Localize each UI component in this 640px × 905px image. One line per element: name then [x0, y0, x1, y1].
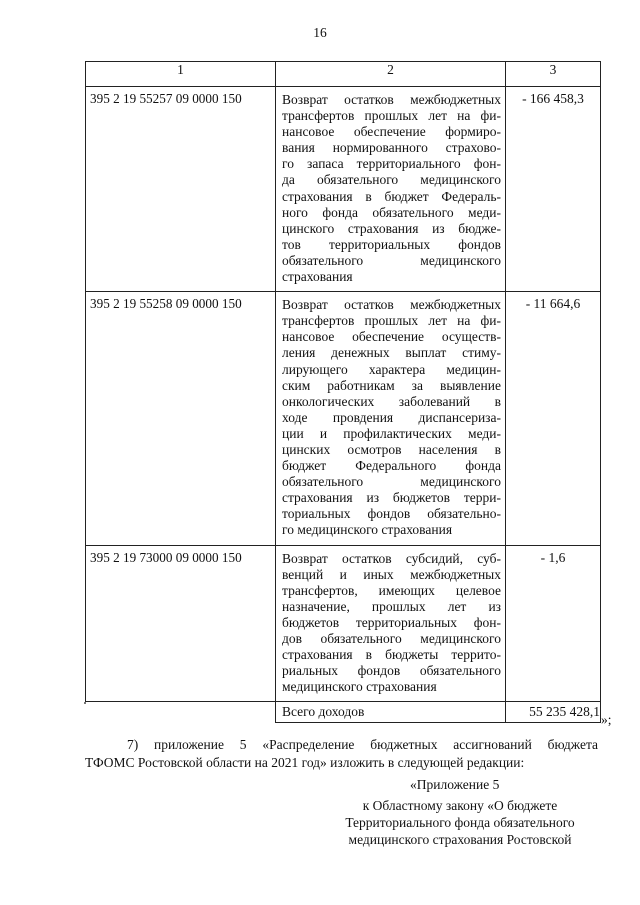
annex-line: к Областному закону «О бюджете: [362, 798, 558, 813]
page-number: 16: [313, 25, 327, 40]
income-name-line: страхования: [282, 269, 353, 285]
table-row: [86, 292, 601, 545]
income-name-line: цинских осмотров населения в: [282, 441, 501, 457]
annex-line: Территориального фонда обязательного: [345, 815, 575, 830]
income-name-line: бюджет Федерального фонда: [282, 458, 501, 474]
column-header-1: 1: [86, 62, 276, 87]
income-name-line: страхования в бюджеты террито-: [282, 647, 501, 663]
income-name-line: да обязательного медицинского: [282, 172, 501, 188]
column-header-2: 2: [276, 62, 506, 87]
column-header-3: 3: [506, 62, 601, 87]
budget-code: 395 2 19 55258 09 0000 150: [86, 292, 276, 545]
income-name-line: ции и профилактических меди-: [282, 425, 501, 441]
annex-title: «Приложение 5: [410, 777, 500, 792]
income-name-line: назначение, прошлых лет из: [282, 598, 501, 614]
paragraph-line: 7) приложение 5 «Распределение бюджетных ассигнований бюджета: [127, 737, 598, 752]
income-name-line: страхования в бюджет Федераль-: [282, 188, 501, 204]
total-amount: 55 235 428,1: [506, 702, 601, 723]
income-name-line: Возврат остатков субсидий, суб-: [282, 550, 501, 566]
income-name-line: ториальных фондов обязательно-: [282, 506, 501, 522]
income-name-line: ходе провдения диспансериза-: [282, 409, 501, 425]
budget-table: [85, 61, 601, 723]
budget-code: 395 2 19 55257 09 0000 150: [86, 87, 276, 292]
income-name-line: Возврат остатков межбюджетных: [282, 92, 501, 107]
income-name-line: Возврат остатков межбюджетных: [282, 297, 501, 313]
margin-mark: [84, 702, 86, 704]
income-name-line: го медицинского страхования: [282, 522, 453, 538]
amount: - 166 458,3: [506, 87, 601, 292]
income-name-line: обязательного медицинского: [282, 252, 501, 268]
income-name-line: медицинского страхования: [282, 679, 437, 695]
total-label: Всего доходов: [276, 702, 506, 723]
total-empty-cell: [86, 702, 276, 723]
amendment-paragraph: [85, 736, 598, 772]
annex-line: медицинского страхования Ростовской: [348, 832, 572, 847]
income-name-line: ским работникам за выявление: [282, 377, 501, 393]
income-name-line: риальных фондов обязательного: [282, 663, 501, 679]
closing-quote: »;: [601, 712, 612, 727]
income-name-line: нансовое обеспечение осуществ-: [282, 329, 501, 345]
income-name: [276, 87, 506, 292]
annex-heading: [320, 797, 600, 848]
income-name-line: тов территориальных фондов: [282, 236, 501, 252]
income-name-line: дов обязательного медицинского: [282, 631, 501, 646]
table-row: [86, 87, 601, 292]
table-row: [86, 545, 601, 702]
income-name-line: вания нормированного страхово-: [282, 140, 501, 156]
income-name-line: ного фонда обязательного меди-: [282, 204, 501, 220]
income-name-line: венций и иных межбюджетных: [282, 566, 501, 582]
income-name-line: трансфертов, имеющих целевое: [282, 582, 501, 598]
table-header-row: [86, 62, 601, 87]
income-name-line: ления денежных выплат стиму-: [282, 345, 501, 361]
income-name-line: обязательного медицинского: [282, 474, 501, 490]
amount: - 11 664,6: [506, 292, 601, 545]
income-name-line: трансфертов прошлых лет на фи-: [282, 313, 501, 329]
income-name-line: трансфертов прошлых лет на фи-: [282, 108, 501, 124]
amount: - 1,6: [506, 545, 601, 702]
income-name-line: цинского страхования из бюдже-: [282, 220, 501, 236]
budget-code: 395 2 19 73000 09 0000 150: [86, 545, 276, 702]
total-row: [86, 702, 601, 723]
income-name-line: бюджетов территориальных фон-: [282, 614, 501, 630]
income-name-line: лирующего характера медицин-: [282, 361, 501, 377]
income-name: [276, 545, 506, 702]
paragraph-line: ТФОМС Ростовской области на 2021 год» изложить в следующей редакции:: [85, 755, 525, 770]
income-name-line: страхования из бюджетов терри-: [282, 490, 501, 506]
income-name-line: нансовое обеспечение формиро-: [282, 124, 501, 140]
income-name: [276, 292, 506, 545]
income-name-line: го запаса территориального фон-: [282, 156, 501, 172]
income-name-line: онкологических заболеваний в: [282, 393, 501, 409]
